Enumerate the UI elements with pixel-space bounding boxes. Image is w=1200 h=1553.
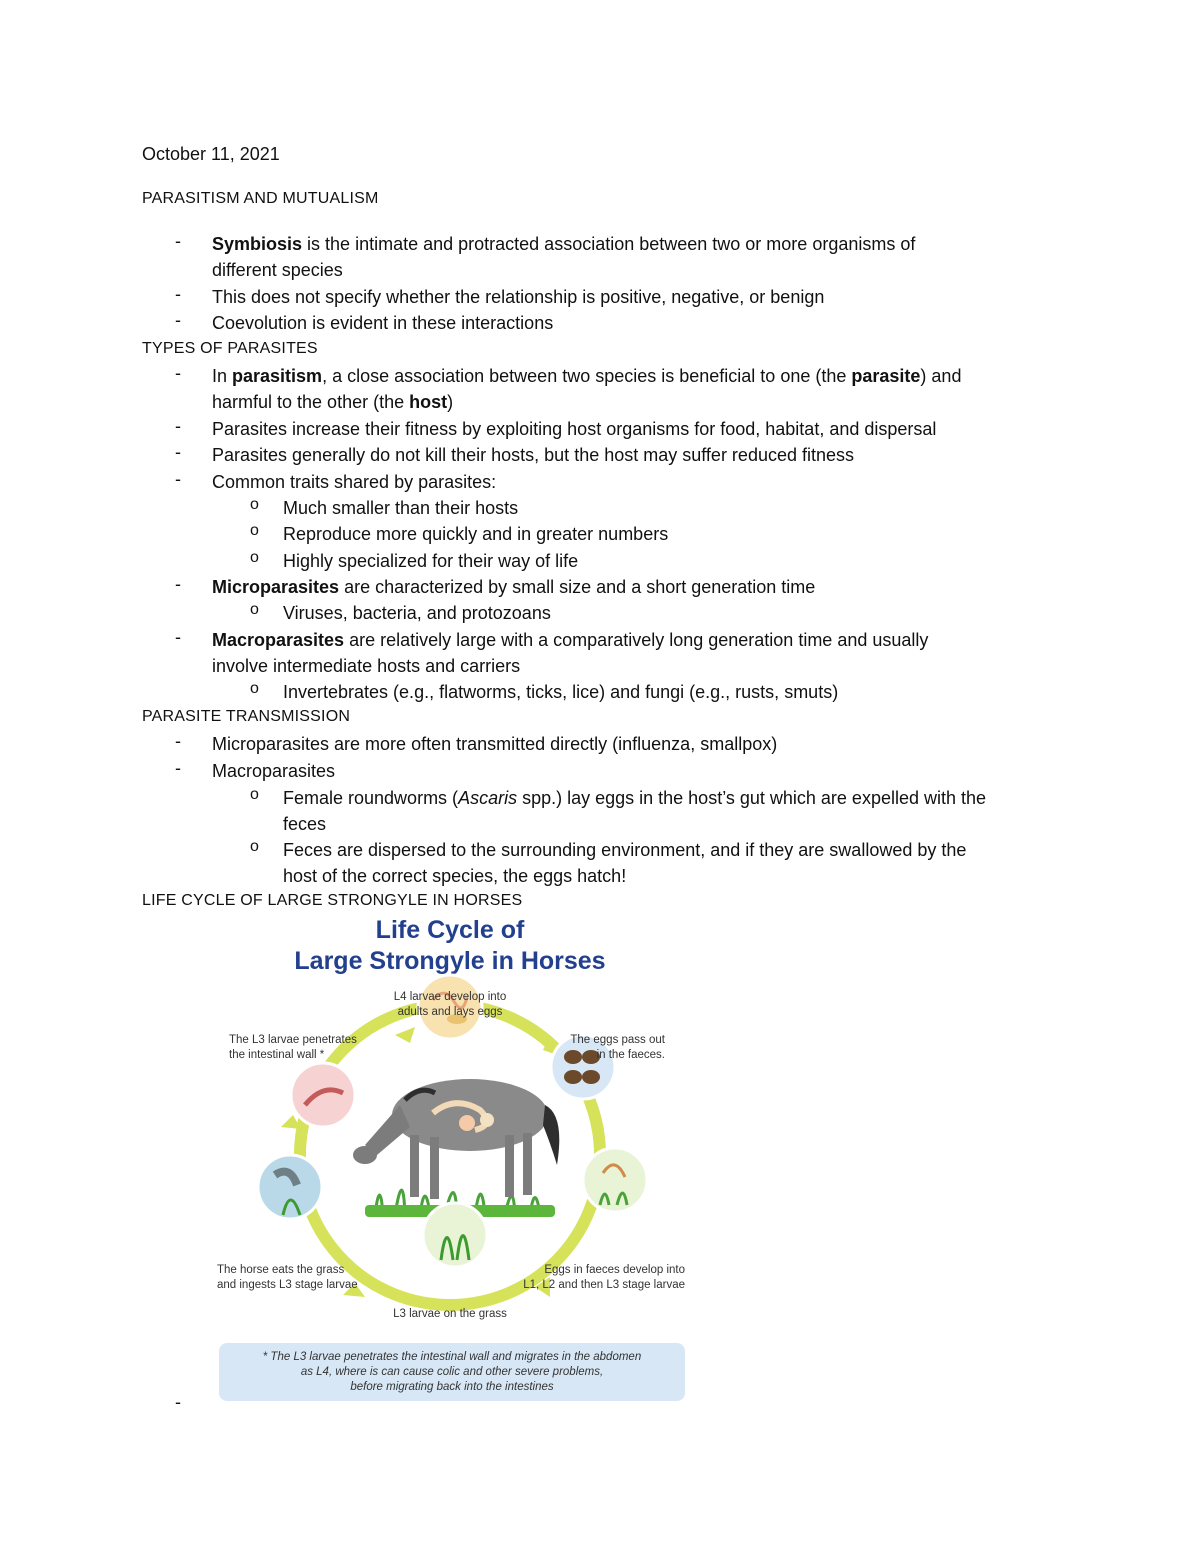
life-cycle-figure: [205, 915, 695, 1410]
caption-line: the intestinal wall *: [229, 1049, 325, 1061]
term-host: host: [409, 392, 448, 412]
caption-line: Eggs in faeces develop into: [544, 1264, 685, 1276]
sub-bullet-smaller: Much smaller than their hosts: [283, 498, 519, 518]
caption-eggs-develop: [505, 1263, 685, 1293]
bullet-parasitism: [212, 363, 1072, 415]
bullet-symbiosis: [212, 231, 1072, 283]
sub-bullet-marker: o: [250, 680, 259, 697]
caption-line: and ingests L3 stage larvae: [217, 1279, 358, 1291]
caption-line: L4 larvae develop into: [393, 991, 507, 1003]
sub-bullet-marker: o: [250, 786, 259, 803]
bullet-micro-transmitted: Microparasites are more often transmitted directly (influenza, smallpox): [212, 734, 778, 754]
trailing-bullet-dash: -: [175, 1392, 181, 1412]
document-date: October 11, 2021: [142, 144, 280, 164]
bullet-text: are relatively large with a comparatively long generation time and usually: [344, 630, 929, 650]
bullet-text: In: [212, 366, 233, 386]
bullet-text-cont: different species: [212, 260, 343, 280]
term-microparasites: Microparasites: [212, 577, 340, 597]
bullet-dash: -: [175, 731, 181, 751]
caption-line: L1, L2 and then L3 stage larvae: [523, 1279, 685, 1291]
bullet-coevolution: Coevolution is evident in these interactions: [212, 313, 554, 333]
stage-larvae-develop-icon: [583, 1148, 647, 1212]
figure-note: [219, 1350, 685, 1395]
bullet-macro-transmission: Macroparasites: [212, 761, 336, 781]
sub-bullet-reproduce: Reproduce more quickly and in greater numbers: [283, 524, 669, 544]
caption-horse-eats: [217, 1263, 387, 1293]
bullet-text: ) and: [920, 366, 962, 386]
caption-line: The L3 larvae penetrates: [229, 1034, 357, 1046]
sub-bullet-feces-dispersed: [283, 837, 1073, 889]
bullet-text: spp.) lay eggs in the host’s gut which are expelled with the: [517, 788, 987, 808]
sub-bullet-roundworms: [283, 785, 1073, 837]
figure-title-line1: Life Cycle of: [375, 916, 525, 944]
bullet-text: harmful to the other (the: [212, 392, 410, 412]
bullet-dash: -: [175, 310, 181, 330]
bullet-text: Feces are dispersed to the surrounding environment, and if they are swallowed by the: [283, 840, 967, 860]
sub-bullet-marker: o: [250, 549, 259, 566]
stage-horse-eats-icon: [258, 1155, 322, 1219]
heading-parasite-transmission: PARASITE TRANSMISSION: [142, 708, 351, 725]
bullet-text: ): [447, 392, 454, 412]
note-line: * The L3 larvae penetrates the intestinal wall and migrates in the abdomen: [262, 1351, 642, 1363]
bullet-text: is the intimate and protracted association between two or more organisms of: [302, 234, 916, 254]
bullet-dash: -: [175, 416, 181, 436]
bullet-text: , a close association between two species is beneficial to one (the: [322, 366, 852, 386]
horse-illustration: [353, 1079, 559, 1199]
bullet-text: Female roundworms (: [283, 788, 459, 808]
caption-l3-on-grass: L3 larvae on the grass: [393, 1308, 507, 1320]
bullet-macroparasites: [212, 627, 1072, 679]
bullet-dash: -: [175, 284, 181, 304]
caption-line: The horse eats the grass: [217, 1264, 345, 1276]
sub-bullet-specialized: Highly specialized for their way of life: [283, 551, 579, 571]
bullet-dash: -: [175, 758, 181, 778]
term-parasitism: parasitism: [232, 366, 323, 386]
term-macroparasites: Macroparasites: [212, 630, 345, 650]
bullet-dash: -: [175, 574, 181, 594]
term-symbiosis: Symbiosis: [212, 234, 303, 254]
bullet-microparasites: [212, 574, 1072, 600]
sub-bullet-viruses: Viruses, bacteria, and protozoans: [283, 603, 551, 623]
bullet-text-cont: host of the correct species, the eggs hatch!: [283, 866, 627, 886]
figure-title-line2: Large Strongyle in Horses: [294, 947, 606, 975]
bullet-dash: -: [175, 231, 181, 251]
bullet-dash: -: [175, 627, 181, 647]
caption-line: The eggs pass out: [570, 1034, 665, 1046]
sub-bullet-invertebrates: Invertebrates (e.g., flatworms, ticks, lice) and fungi (e.g., rusts, smuts): [283, 682, 839, 702]
bullet-fitness: Parasites increase their fitness by exploiting host organisms for food, habitat, and dispersal: [212, 419, 937, 439]
sub-bullet-marker: o: [250, 496, 259, 513]
bullet-dash: -: [175, 442, 181, 462]
stage-l3-on-grass-icon: [423, 1203, 487, 1267]
bullet-common-traits: Common traits shared by parasites:: [212, 472, 497, 492]
caption-eggs-pass-out: [545, 1033, 665, 1063]
term-ascaris: Ascaris: [458, 788, 518, 808]
stage-penetrates-wall-icon: [291, 1063, 355, 1127]
figure-note-box: [219, 1343, 685, 1401]
bullet-relationship: This does not specify whether the relationship is positive, negative, or benign: [212, 287, 825, 307]
bullet-text-cont: involve intermediate hosts and carriers: [212, 656, 521, 676]
note-line: before migrating back into the intestines: [350, 1381, 554, 1393]
bullet-text: are characterized by small size and a short generation time: [339, 577, 816, 597]
sub-bullet-marker: o: [250, 838, 259, 855]
bullet-dash: -: [175, 363, 181, 383]
heading-parasitism-mutualism: PARASITISM AND MUTUALISM: [142, 190, 379, 207]
sub-bullet-marker: o: [250, 601, 259, 618]
caption-line: in the faeces.: [596, 1049, 665, 1061]
note-line: as L4, where is can cause colic and other severe problems,: [300, 1366, 604, 1378]
heading-types-of-parasites: TYPES OF PARASITES: [142, 340, 318, 357]
caption-l4-larvae: [375, 990, 525, 1020]
bullet-do-not-kill: Parasites generally do not kill their hosts, but the host may suffer reduced fitness: [212, 445, 855, 465]
heading-life-cycle: LIFE CYCLE OF LARGE STRONGYLE IN HORSES: [142, 892, 523, 909]
sub-bullet-marker: o: [250, 522, 259, 539]
term-parasite: parasite: [851, 366, 921, 386]
caption-penetrates: [229, 1033, 389, 1063]
caption-line: adults and lays eggs: [397, 1006, 503, 1018]
bullet-dash: -: [175, 469, 181, 489]
bullet-text-cont: feces: [283, 814, 327, 834]
